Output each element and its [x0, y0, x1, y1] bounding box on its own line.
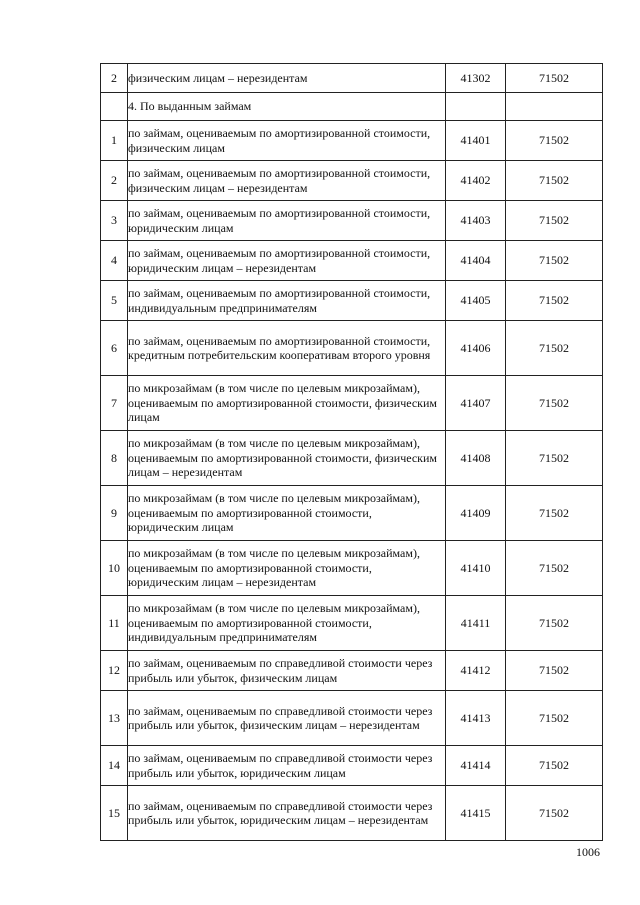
row-account: 71502 — [506, 786, 603, 841]
row-code: 41411 — [446, 596, 506, 651]
table-row — [101, 281, 603, 321]
row-account: 71502 — [506, 201, 603, 241]
row-account — [506, 93, 603, 121]
row-description: по микрозаймам (в том числе по целевым микрозаймам), оцениваемым по амортизированной стоимости, физическим лицам — [128, 376, 446, 431]
row-description: по займам, оцениваемым по справедливой стоимости через прибыль или убыток, физическим лицам – нерезидентам — [128, 691, 446, 746]
row-account: 71502 — [506, 541, 603, 596]
row-number: 1 — [101, 121, 128, 161]
row-number: 4 — [101, 241, 128, 281]
row-code: 41302 — [446, 64, 506, 93]
row-code: 41405 — [446, 281, 506, 321]
section-title: 4. По выданным займам — [128, 93, 446, 121]
row-account: 71502 — [506, 486, 603, 541]
row-code: 41401 — [446, 121, 506, 161]
row-description: по займам, оцениваемым по амортизированной стоимости, юридическим лицам — [128, 201, 446, 241]
table-row — [101, 241, 603, 281]
row-code: 41414 — [446, 746, 506, 786]
row-account: 71502 — [506, 121, 603, 161]
row-account: 71502 — [506, 281, 603, 321]
row-description: по займам, оцениваемым по амортизированной стоимости, индивидуальным предпринимателям — [128, 281, 446, 321]
row-account: 71502 — [506, 746, 603, 786]
row-number: 6 — [101, 321, 128, 376]
row-description: по займам, оцениваемым по справедливой стоимости через прибыль или убыток, физическим лицам — [128, 651, 446, 691]
table-row — [101, 486, 603, 541]
table-row — [101, 161, 603, 201]
table-row — [101, 431, 603, 486]
row-number: 14 — [101, 746, 128, 786]
accounts-table — [100, 63, 603, 841]
row-number: 7 — [101, 376, 128, 431]
row-description: по микрозаймам (в том числе по целевым микрозаймам), оцениваемым по амортизированной стоимости, индивидуальным предпринимателям — [128, 596, 446, 651]
row-code: 41412 — [446, 651, 506, 691]
table-row — [101, 64, 603, 93]
row-number: 13 — [101, 691, 128, 746]
row-number: 10 — [101, 541, 128, 596]
row-account: 71502 — [506, 691, 603, 746]
row-code: 41409 — [446, 486, 506, 541]
row-number: 12 — [101, 651, 128, 691]
row-description: по займам, оцениваемым по справедливой стоимости через прибыль или убыток, юридическим лицам — [128, 746, 446, 786]
row-code: 41410 — [446, 541, 506, 596]
row-account: 71502 — [506, 596, 603, 651]
row-account: 71502 — [506, 376, 603, 431]
table-row — [101, 541, 603, 596]
row-code: 41402 — [446, 161, 506, 201]
section-header-row — [101, 93, 603, 121]
row-number: 2 — [101, 64, 128, 93]
row-account: 71502 — [506, 241, 603, 281]
row-account: 71502 — [506, 321, 603, 376]
row-code: 41406 — [446, 321, 506, 376]
row-number: 2 — [101, 161, 128, 201]
table-row — [101, 651, 603, 691]
row-code: 41404 — [446, 241, 506, 281]
row-description: по займам, оцениваемым по амортизированной стоимости, физическим лицам — [128, 121, 446, 161]
table-row — [101, 201, 603, 241]
row-code: 41403 — [446, 201, 506, 241]
row-account: 71502 — [506, 161, 603, 201]
row-code: 41415 — [446, 786, 506, 841]
row-description: по микрозаймам (в том числе по целевым микрозаймам), оцениваемым по амортизированной стоимости, физическим лицам – нерезидентам — [128, 431, 446, 486]
row-description: по займам, оцениваемым по справедливой стоимости через прибыль или убыток, юридическим лицам – нерезидентам — [128, 786, 446, 841]
row-number: 11 — [101, 596, 128, 651]
table-row — [101, 321, 603, 376]
row-number: 8 — [101, 431, 128, 486]
row-number: 9 — [101, 486, 128, 541]
row-account: 71502 — [506, 651, 603, 691]
row-account: 71502 — [506, 64, 603, 93]
row-number: 5 — [101, 281, 128, 321]
row-code — [446, 93, 506, 121]
row-account: 71502 — [506, 431, 603, 486]
table-row — [101, 121, 603, 161]
row-number — [101, 93, 128, 121]
table-row — [101, 746, 603, 786]
row-description: по микрозаймам (в том числе по целевым микрозаймам), оцениваемым по амортизированной стоимости, юридическим лицам — [128, 486, 446, 541]
row-description: по микрозаймам (в том числе по целевым микрозаймам), оцениваемым по амортизированной стоимости, юридическим лицам – нерезидентам — [128, 541, 446, 596]
row-code: 41407 — [446, 376, 506, 431]
row-number: 15 — [101, 786, 128, 841]
row-description: по займам, оцениваемым по амортизированной стоимости, кредитным потребительским кооперативам второго уровня — [128, 321, 446, 376]
row-description: физическим лицам – нерезидентам — [128, 64, 446, 93]
row-number: 3 — [101, 201, 128, 241]
table-row — [101, 786, 603, 841]
row-description: по займам, оцениваемым по амортизированной стоимости, физическим лицам – нерезидентам — [128, 161, 446, 201]
row-code: 41408 — [446, 431, 506, 486]
page-number: 1006 — [576, 845, 600, 859]
table-row — [101, 596, 603, 651]
table-row — [101, 691, 603, 746]
row-code: 41413 — [446, 691, 506, 746]
table-row — [101, 376, 603, 431]
row-description: по займам, оцениваемым по амортизированной стоимости, юридическим лицам – нерезидентам — [128, 241, 446, 281]
